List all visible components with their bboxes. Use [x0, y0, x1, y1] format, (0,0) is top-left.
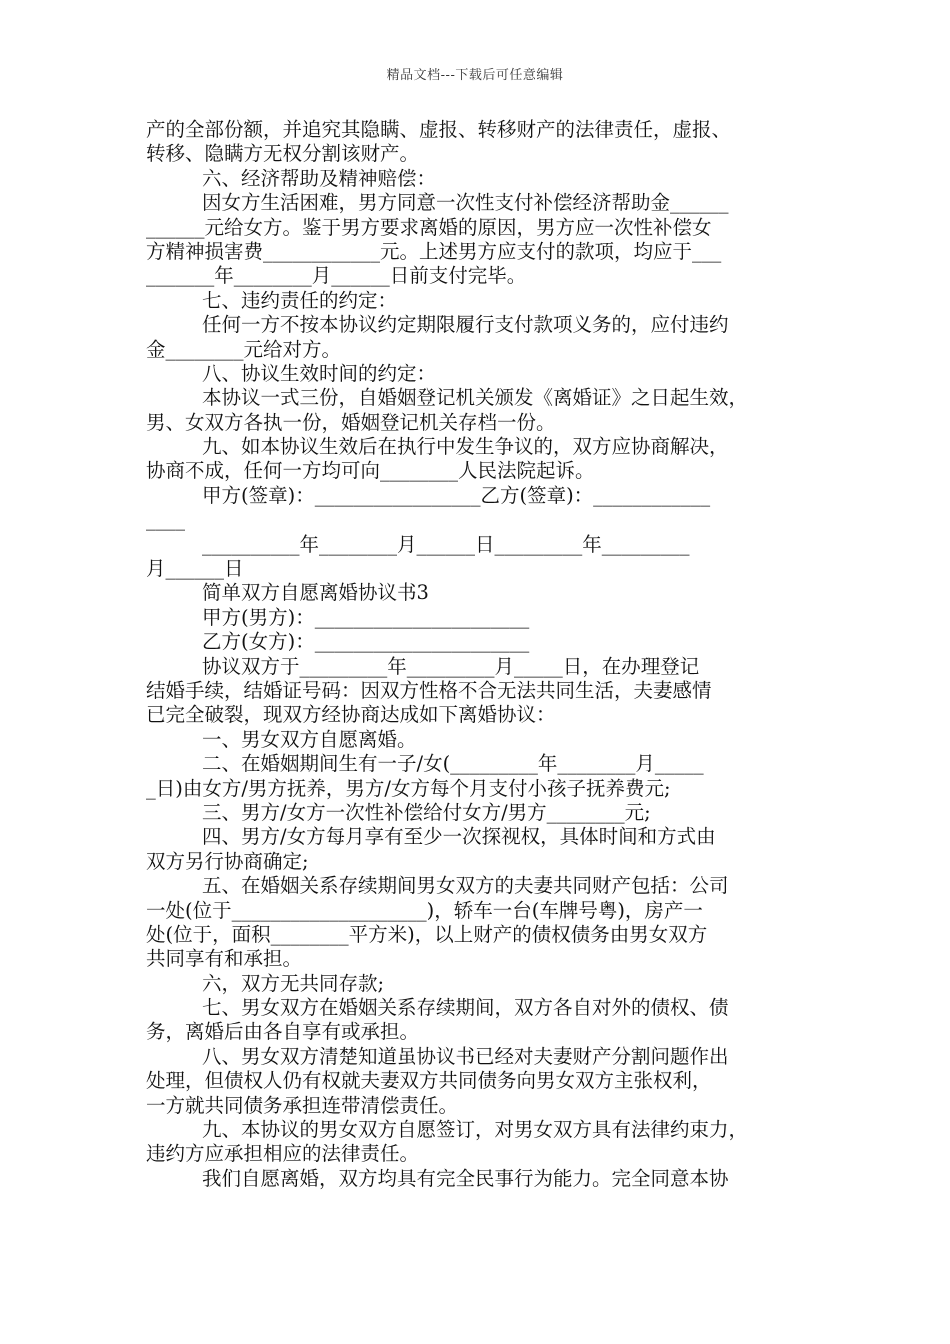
text-line: 甲方(签章)：_________________乙方(签章)：____________: [202, 483, 711, 507]
text-line: 九、如本协议生效后在执行中发生争议的，双方应协商解决，: [202, 435, 729, 459]
text-line: 八、协议生效时间的约定：: [202, 361, 437, 385]
text-line: 已完全破裂，现双方经协商达成如下离婚协议：: [146, 703, 556, 727]
document-body: [146, 118, 808, 1191]
text-line: 二、在婚姻期间生有一子/女(_________年________月_____: [202, 752, 704, 776]
text-line: 一方就共同债务承担连带清偿责任。: [146, 1093, 459, 1117]
text-line: 乙方(女方)：______________________: [202, 630, 530, 654]
text-line: 一处(位于____________________)，轿车一台(车牌号粤)，房产一: [146, 898, 703, 922]
text-line: 违约方应承担相应的法律责任。: [146, 1142, 420, 1166]
text-line: 因女方生活困难，男方同意一次性支付补偿经济帮助金______: [202, 191, 729, 215]
text-line: 七、违约责任的约定：: [202, 288, 398, 312]
text-line: 本协议一式三份，自婚姻登记机关颁发《离婚证》之日起生效，: [202, 386, 749, 410]
text-line: 四、男方/女方每月享有至少一次探视权，具体时间和方式由: [202, 825, 716, 849]
text-line: 七、男女双方在婚姻关系存续期间，双方各自对外的债权、债: [202, 996, 729, 1020]
text-line: 三、男方/女方一次性补偿给付女方/男方________元;: [202, 800, 651, 824]
text-line: 共同享有和承担。: [146, 947, 303, 971]
text-line: _______年________月______日前支付完毕。: [146, 264, 527, 288]
text-line: 务，离婚后由各自享有或承担。: [146, 1020, 420, 1044]
text-line: 简单双方自愿离婚协议书3: [202, 581, 429, 605]
text-line: 我们自愿离婚，双方均具有完全民事行为能力。完全同意本协: [202, 1166, 729, 1190]
text-line: 月______日: [146, 557, 244, 581]
text-line: 结婚手续，结婚证号码：因双方性格不合无法共同生活，夫妻感情: [146, 678, 712, 702]
text-line: 八、男女双方清楚知道虽协议书已经对夫妻财产分割问题作出: [202, 1044, 729, 1068]
text-line: _日)由女方/男方抚养，男方/女方每个月支付小孩子抚养费元;: [146, 776, 671, 800]
text-line: 方精神损害费____________元。上述男方应支付的款项，均应于___: [146, 239, 722, 263]
text-line: 甲方(男方)：______________________: [202, 605, 530, 629]
text-line: 六、经济帮助及精神赔偿：: [202, 166, 437, 190]
text-line: 产的全部份额，并追究其隐瞒、虚报、转移财产的法律责任，虚报、: [146, 118, 732, 141]
page-header: 精品文档---下载后可任意编辑: [386, 68, 564, 83]
text-line: 任何一方不按本协议约定期限履行支付款项义务的，应付违约: [202, 313, 729, 337]
text-line: __________年________月______日_________年_________: [202, 532, 690, 556]
text-line: 九、本协议的男女双方自愿签订，对男女双方具有法律约束力，: [202, 1118, 749, 1142]
text-line: 金________元给对方。: [146, 337, 342, 361]
text-line: 男、女双方各执一份，婚姻登记机关存档一份。: [146, 410, 556, 434]
text-line: 协商不成，任何一方均可向________人民法院起诉。: [146, 459, 595, 483]
text-line: ____: [146, 508, 185, 532]
text-line: 六，双方无共同存款;: [202, 971, 385, 995]
text-line: 双方另行协商确定;: [146, 849, 309, 873]
text-line: 一、男女双方自愿离婚。: [202, 727, 417, 751]
text-line: 协议双方于_________年_________月_____日，在办理登记: [202, 654, 700, 678]
text-line: 五、在婚姻关系存续期间男女双方的夫妻共同财产包括：公司: [202, 874, 729, 898]
text-line: 转移、隐瞒方无权分割该财产。: [146, 142, 420, 166]
text-line: 处理，但债权人仍有权就夫妻双方共同债务向男女双方主张权利，: [146, 1069, 712, 1093]
text-line: ______元给女方。鉴于男方要求离婚的原因，男方应一次性补偿女: [146, 215, 712, 239]
text-line: 处(位于，面积________平方米)，以上财产的债权债务由男女双方: [146, 922, 708, 946]
